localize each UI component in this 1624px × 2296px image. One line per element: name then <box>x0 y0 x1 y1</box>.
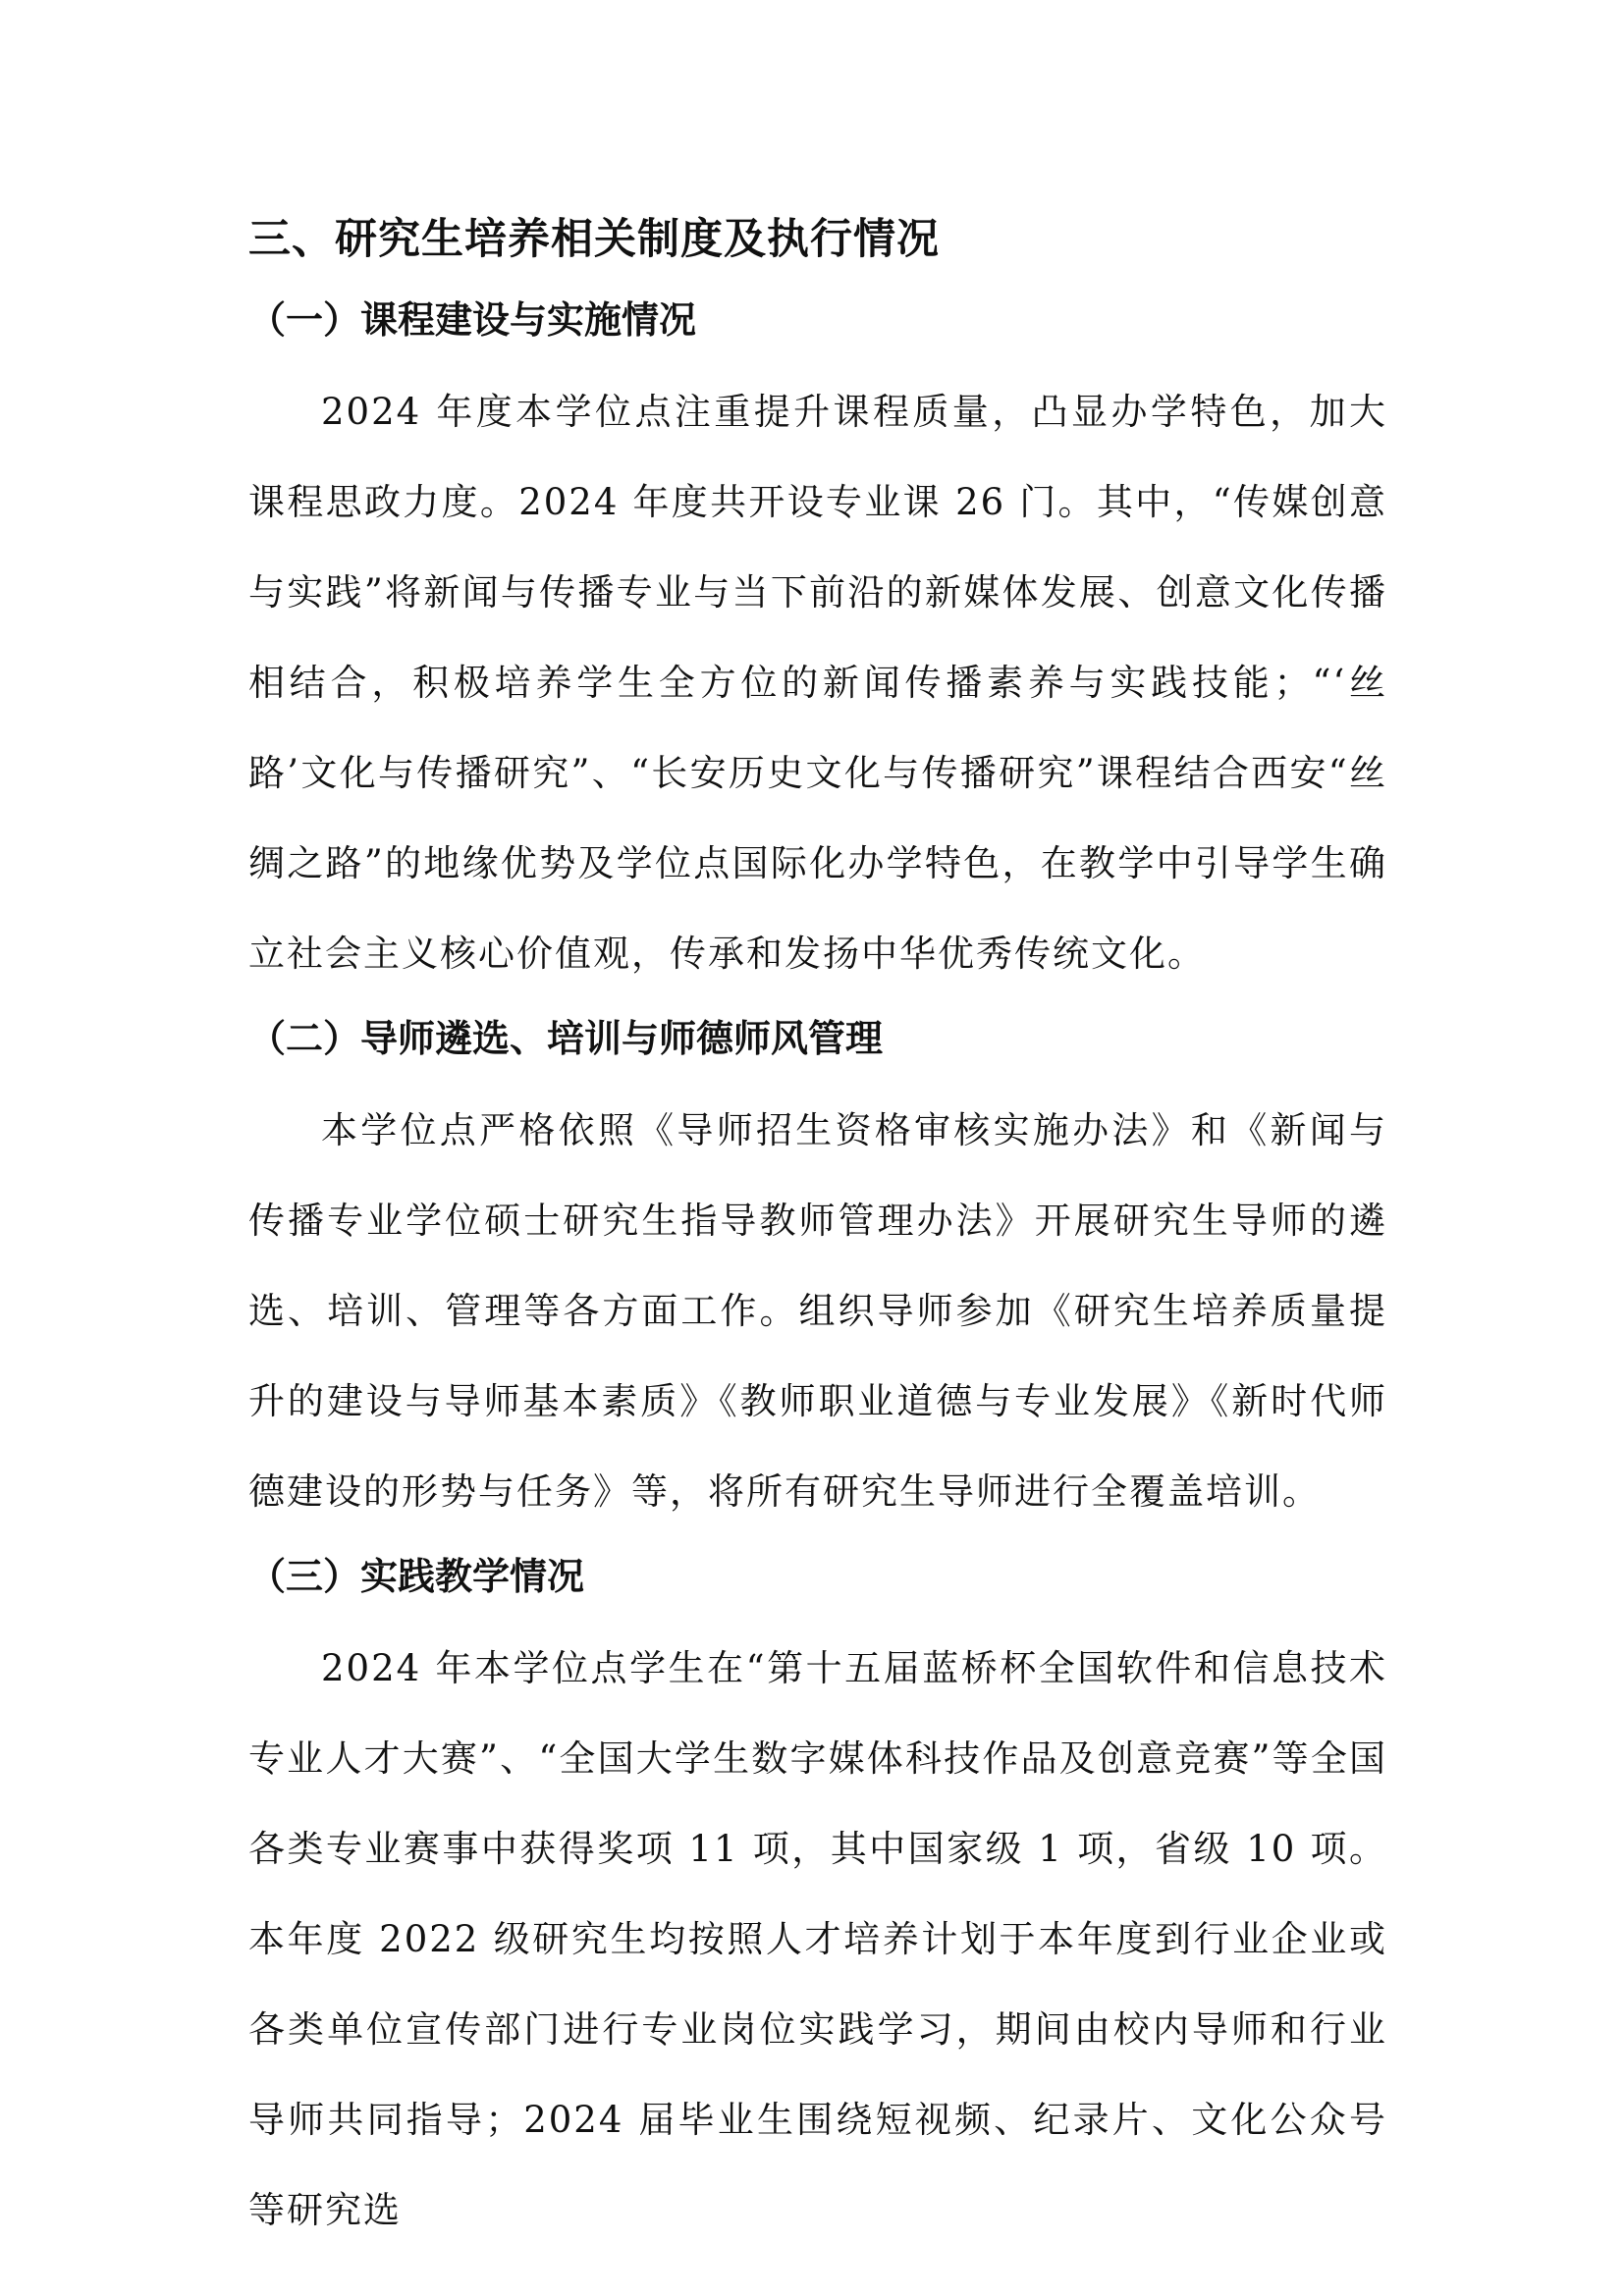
subsection-title-practice: （三）实践教学情况 <box>248 1554 585 1598</box>
paragraph-supervisor: 本学位点严格依照《导师招生资格审核实施办法》和《新闻与传播专业学位硕士研究生指导教师管理办法》开展研究生导师的遴选、培训、管理等各方面工作。组织导师参加《研究生培养质量提升的建设与导师基本素质》《教师职业道德与专业发展》《新时代师德建设的形势与任务》等，将所有研究生导师进行全覆盖培训。 <box>248 1109 1387 1513</box>
paragraph-practice: 2024 年本学位点学生在“第十五届蓝桥杯全国软件和信息技术专业人才大赛”、“全国大学生数字媒体科技作品及创意竞赛”等全国各类专业赛事中获得奖项 11 项，其中国家级 1 项，省级 10 项。本年度 2022 级研究生均按照人才培养计划于本年度到行业企业或各类单位宣传部门进行专业岗位实践学习，期间由校内导师和行业导师共同指导；2024 届毕业生围绕短视频、纪录片、文化公众号等研究选 <box>248 1647 1387 2231</box>
section-title: 三、研究生培养相关制度及执行情况 <box>248 215 940 264</box>
document-body <box>248 202 1387 2260</box>
subsection-title-course: （一）课程建设与实施情况 <box>248 297 697 342</box>
paragraph-course: 2024 年度本学位点注重提升课程质量，凸显办学特色，加大课程思政力度。2024 年度共开设专业课 26 门。其中，“传媒创意与实践”将新闻与传播专业与当下前沿的新媒体发展、创意文化传播相结合，积极培养学生全方位的新闻传播素养与实践技能；“‘丝路’文化与传播研究”、“长安历史文化与传播研究”课程结合西安“丝绸之路”的地缘优势及学位点国际化办学特色，在教学中引导学生确立社会主义核心价值观，传承和发扬中华优秀传统文化。 <box>248 391 1387 975</box>
subsection-title-supervisor: （二）导师遴选、培训与师德师风管理 <box>248 1016 884 1060</box>
